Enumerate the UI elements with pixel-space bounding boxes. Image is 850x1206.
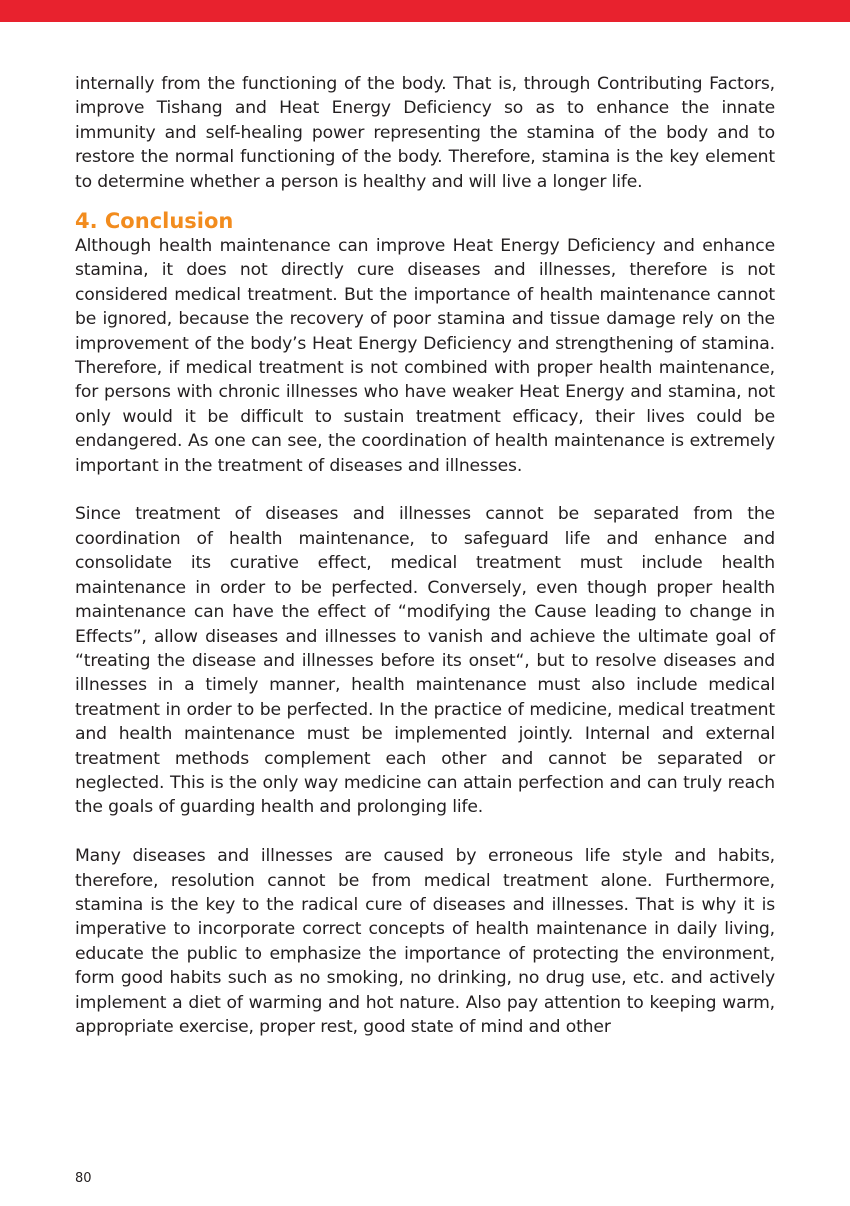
conclusion-paragraph-1: Although health maintenance can improve Heat Energy Deficiency and enhance stamina, it does not directly cure diseases and illnesses, therefore is not considered medical treatment. But the importance of health maintenance cannot be ignored, because the recovery of poor stamina and tissue damage rely on the improvement of the body’s Heat Energy Deficiency and strengthening of stamina. Therefore, if medical treatment is not combined with proper health maintenance, for persons with chronic illnesses who have weaker Heat Energy and stamina, not only would it be difficult to sustain treatment efficacy, their lives could be endangered. As one can see, the coordination of health maintenance is extremely important in the treatment of diseases and illnesses. <box>75 236 775 476</box>
conclusion-paragraph-2: Since treatment of diseases and illnesses cannot be separated from the coordination of health maintenance, to safeguard life and enhance and consolidate its curative effect, medical treatment must include health maintenance in order to be perfected. Conversely, even though proper health maintenance can have the effect of “modifying the Cause leading to change in Effects”, allow diseases and illnesses to vanish and achieve the ultimate goal of “treating the disease and illnesses before its onset“, but to resolve diseases and illnesses in a timely manner, health maintenance must also include medical treatment in order to be perfected. In the practice of medicine, medical treatment and health maintenance must be implemented jointly. Internal and external treatment methods complement each other and cannot be separated or neglected. This is the only way medicine can attain perfection and can truly reach the goals of guarding health and prolonging life. <box>75 504 775 818</box>
top-accent-bar <box>0 0 850 22</box>
intro-paragraph: internally from the functioning of the body. That is, through Contributing Factors, improve Tishang and Heat Energy Deficiency so as to enhance the innate immunity and self-healing power representing the stamina of the body and to restore the normal functioning of the body. Therefore, stamina is the key element to determine whether a person is healthy and will live a longer life. <box>75 74 775 192</box>
page-content <box>75 72 775 1039</box>
page-number: 80 <box>75 1171 92 1186</box>
section-heading: 4. Conclusion <box>75 209 234 234</box>
conclusion-paragraph-3: Many diseases and illnesses are caused by erroneous life style and habits, therefore, resolution cannot be from medical treatment alone. Furthermore, stamina is the key to the radical cure of diseases and illnesses. That is why it is imperative to incorporate correct concepts of health maintenance in daily living, educate the public to emphasize the importance of protecting the environment, form good habits such as no smoking, no drinking, no drug use, etc. and actively implement a diet of warming and hot nature. Also pay attention to keeping warm, appropriate exercise, proper rest, good state of mind and other <box>75 846 775 1037</box>
